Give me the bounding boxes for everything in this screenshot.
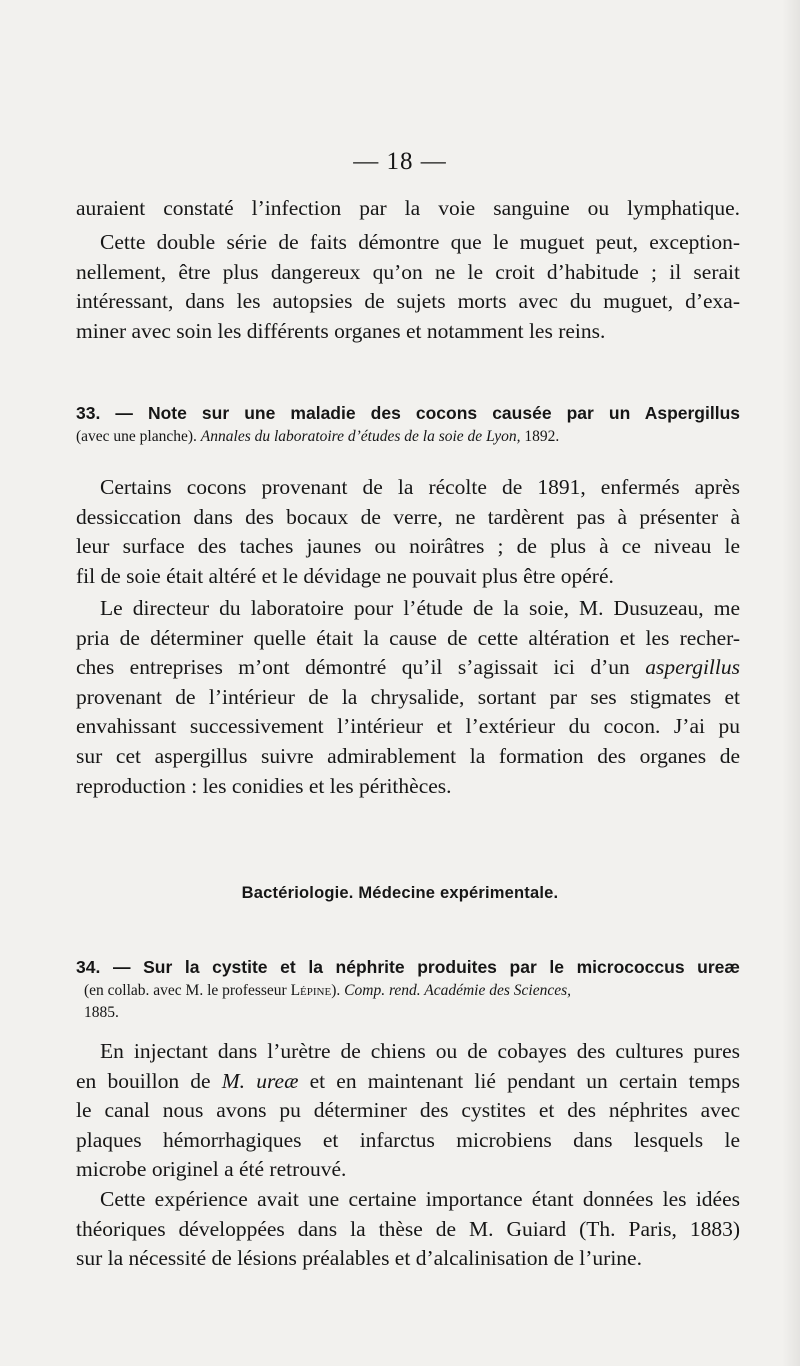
text-line: sur la nécessité de lésions préalables et d’alcalinisation de l’urine.	[76, 1246, 642, 1271]
entry-title: Sur la cystite et la néphrite produites par le micrococcus ureæ	[143, 957, 740, 977]
text-line: leur surface des taches jaunes ou noirâtres ; de plus à ce niveau le	[76, 534, 740, 559]
page-number: — 18 —	[353, 148, 447, 175]
text-line: reproduction : les conidies et les périthèces.	[76, 773, 452, 798]
text-segment: ches entreprises m’ont démontré qu’il s’agissait ici d’un	[76, 655, 630, 680]
text-line: auraient constaté l’infection par la voie sanguine ou lymphatique.	[76, 196, 740, 220]
text-line: provenant de l’intérieur de la chrysalide, sortant par ses stigmates et	[76, 684, 740, 709]
text-line	[76, 1067, 740, 1097]
text-line: Certains cocons provenant de la récolte de 1891, enfermés après	[100, 475, 740, 499]
page-edge-shadow	[782, 0, 800, 1366]
entry-33-reference	[76, 426, 740, 448]
entry-34-heading	[76, 954, 740, 1024]
reference-year: 1885.	[84, 1004, 119, 1021]
intro-paragraph	[76, 194, 740, 224]
entry-34-reference	[76, 980, 740, 1002]
reference-text: ).	[331, 982, 341, 999]
text-line: intéressant, dans les autopsies de sujets morts avec du muguet, d’exa-	[76, 289, 740, 314]
text-segment: en bouillon de	[76, 1068, 211, 1093]
text-line: microbe originel a été retrouvé.	[76, 1157, 347, 1182]
text-segment: et en maintenant lié pendant un certain temps	[309, 1068, 740, 1093]
journal-title: Comp. rend. Académie des Sciences,	[344, 982, 571, 999]
entry-title: Note sur une maladie des cocons causée par un Aspergillus	[147, 403, 740, 423]
text-line	[76, 653, 740, 683]
journal-title: Annales du laboratoire d’études de la soie de Lyon,	[200, 428, 521, 445]
reference-text: (avec une planche).	[76, 428, 197, 445]
muguet-paragraph	[76, 228, 740, 346]
text-line: En injectant dans l’urètre de chiens ou de cobayes des cultures pures	[100, 1039, 740, 1063]
text-line: pria de déterminer quelle était la cause de cette altération et les recher-	[76, 625, 740, 650]
entry-34-title-line	[76, 954, 740, 980]
italic-term: aspergillus	[645, 655, 740, 680]
italic-term: M. ureæ	[221, 1068, 299, 1093]
text-line: fil de soie était altéré et le dévidage ne pouvait plus être opéré.	[76, 563, 614, 588]
text-line: théoriques développées dans la thèse de M. Guiard (Th. Paris, 1883)	[76, 1216, 740, 1241]
entry-33-heading	[76, 400, 740, 448]
text-line: miner avec soin les différents organes et notamment les reins.	[76, 318, 606, 343]
reference-year: 1892.	[524, 428, 560, 445]
text-line: dessiccation dans des bocaux de verre, ne tardèrent pas à présenter à	[76, 504, 740, 529]
text-line: Cette expérience avait une certaine importance étant données les idées	[100, 1187, 740, 1211]
entry-33-paragraph-2	[76, 594, 740, 801]
text-line: le canal nous avons pu déterminer des cystites et des néphrites avec	[76, 1098, 740, 1123]
entry-number: 33. —	[76, 403, 133, 423]
text-line: plaques hémorrhagiques et infarctus microbiens dans lesquels le	[76, 1127, 740, 1152]
section-heading: Bactériologie. Médecine expérimentale.	[241, 884, 559, 902]
text-line: Cette double série de faits démontre que le muguet peut, exception-	[100, 230, 740, 254]
author-name: Lépine	[290, 982, 332, 999]
text-line: envahissant successivement l’intérieur et l’extérieur du cocon. J’ai pu	[76, 714, 740, 739]
text-line: nellement, être plus dangereux qu’on ne le croit d’habitude ; il serait	[76, 259, 740, 284]
entry-34-paragraph-2	[76, 1185, 740, 1274]
text-line: sur cet aspergillus suivre admirablement la formation des organes de	[76, 743, 740, 768]
entry-33-title-line	[76, 400, 740, 426]
entry-34-paragraph-1	[76, 1037, 740, 1185]
entry-33-paragraph-1	[76, 473, 740, 591]
reference-text: (en collab. avec M. le professeur	[84, 982, 287, 999]
entry-number: 34. —	[76, 957, 131, 977]
text-line: Le directeur du laboratoire pour l’étude de la soie, M. Dusuzeau, me	[100, 596, 740, 620]
